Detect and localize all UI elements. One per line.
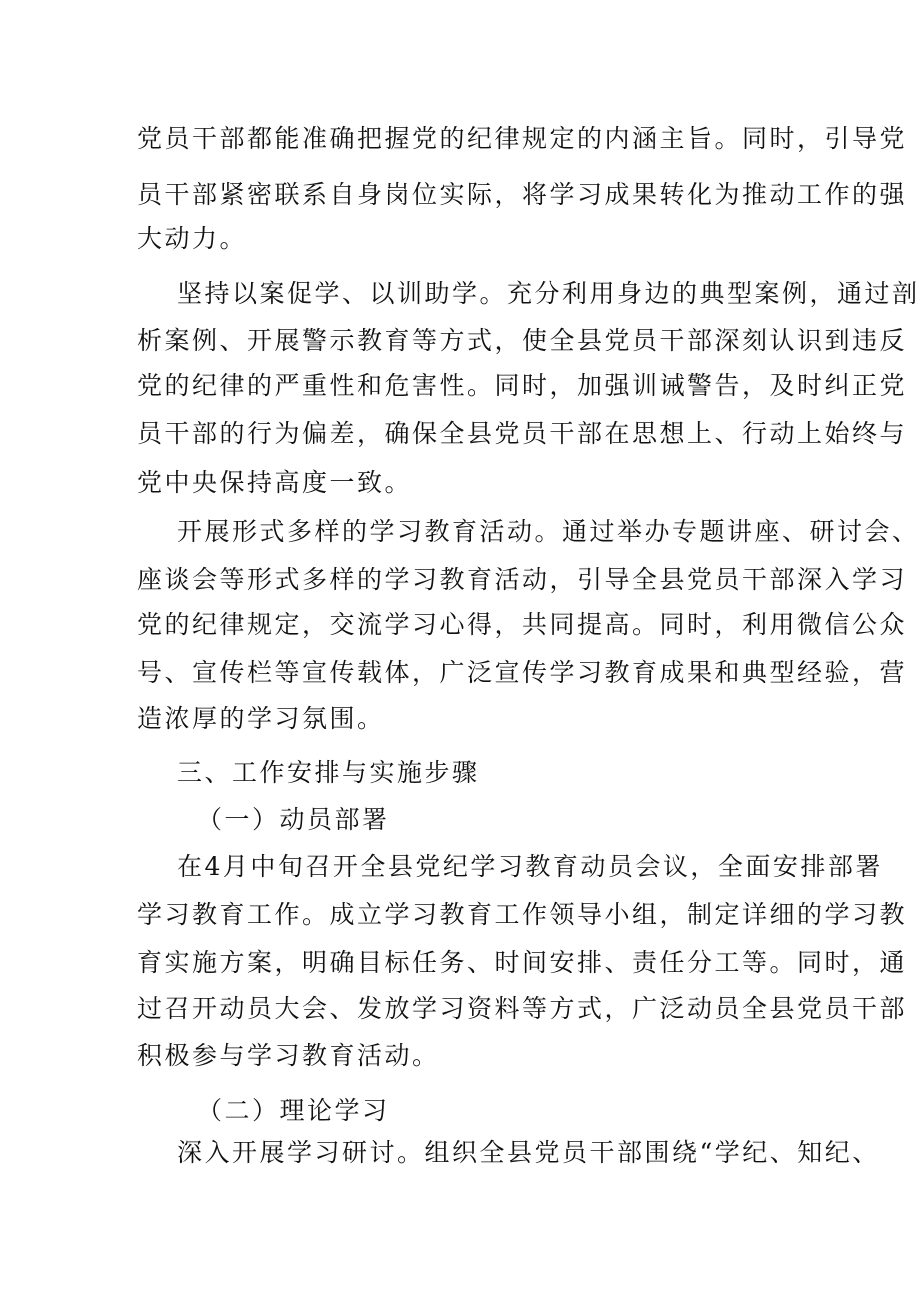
paragraph-heading: 开展形式多样的学习教育活动。通过举办专题讲座、研讨会、 bbox=[177, 517, 920, 546]
subsection-heading: （二）理论学习 bbox=[197, 1096, 390, 1125]
text-line: 育实施方案，明确目标任务、时间安排、责任分工等。同时，通 bbox=[137, 948, 908, 977]
text-line: 大动力。 bbox=[137, 224, 248, 253]
text-line: 学习教育工作。成立学习教育工作领导小组，制定详细的学习教 bbox=[137, 900, 908, 929]
text-line: 在4月中旬召开全县党纪学习教育动员会议，全面安排部署 bbox=[177, 852, 883, 881]
text-line: 造浓厚的学习氛围。 bbox=[137, 704, 385, 733]
text-line: 党中央保持高度一致。 bbox=[137, 468, 413, 497]
section-heading: 三、工作安排与实施步骤 bbox=[177, 758, 480, 787]
text-line: 号、宣传栏等宣传载体，广泛宣传学习教育成果和典型经验，营 bbox=[137, 658, 908, 687]
paragraph-heading: 坚持以案促学、以训助学。充分利用身边的典型案例，通过剖 bbox=[177, 279, 920, 308]
text-line: 员干部紧密联系自身岗位实际，将学习成果转化为推动工作的强 bbox=[137, 180, 908, 209]
text-line: 析案例、开展警示教育等方式，使全县党员干部深刻认识到违反 bbox=[137, 326, 908, 355]
text-line: 党的纪律的严重性和危害性。同时，加强训诫警告，及时纠正党 bbox=[137, 371, 908, 400]
text-line: 过召开动员大会、发放学习资料等方式，广泛动员全县党员干部 bbox=[137, 994, 908, 1023]
text-line: 党的纪律规定，交流学习心得，共同提高。同时，利用微信公众 bbox=[137, 610, 908, 639]
text-line: 深入开展学习研讨。组织全县党员干部围绕“学纪、知纪、 bbox=[177, 1138, 880, 1167]
text-line: 党员干部都能准确把握党的纪律规定的内涵主旨。同时，引导党 bbox=[137, 124, 908, 153]
text-line: 座谈会等形式多样的学习教育活动，引导全县党员干部深入学习 bbox=[137, 565, 908, 594]
text-line: 员干部的行为偏差，确保全县党员干部在思想上、行动上始终与 bbox=[137, 419, 908, 448]
subsection-heading: （一）动员部署 bbox=[197, 805, 390, 834]
text-line: 积极参与学习教育活动。 bbox=[137, 1041, 440, 1070]
